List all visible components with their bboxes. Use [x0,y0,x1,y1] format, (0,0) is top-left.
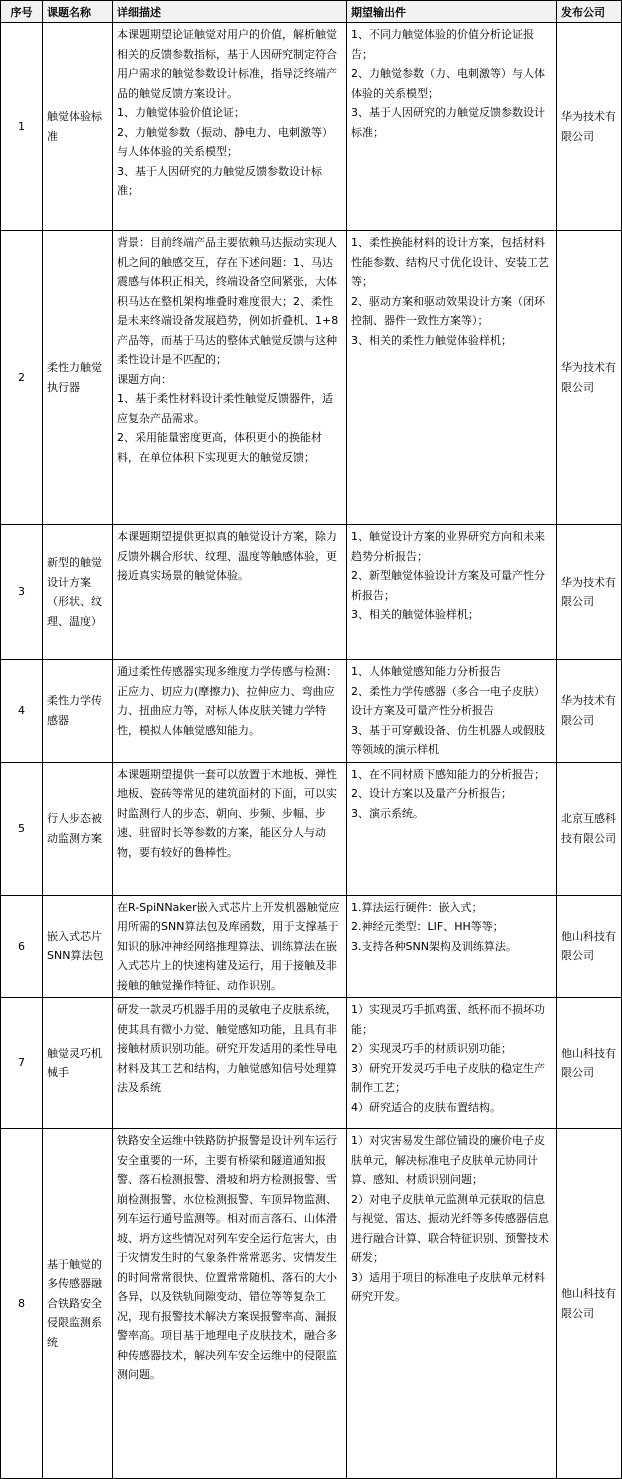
topic-name [43,660,113,763]
output-item: 2.神经元类型：LIF、HH等等； [351,920,504,933]
output-item: 1、在不同材质下感知能力的分析报告； [351,767,545,781]
description-paragraph: 3、基于人因研究的力触觉反馈参数设计标准； [117,164,322,197]
output-item: 3）研究开发灵巧手电子皮肤的稳定生产制作工艺； [351,1061,545,1094]
expected-output [347,23,557,231]
publisher [557,660,622,763]
output-item: 2、柔性力学传感器（多合一电子皮肤）设计方案及可量产性分析报告 [351,684,545,717]
table-row [1,525,622,660]
table-row [1,998,622,1129]
topic-description [113,525,347,660]
expected-output [347,231,557,525]
header-output: 期望输出件 [347,1,557,23]
row-number-text: 7 [18,1056,25,1070]
row-number-text: 8 [18,1296,25,1310]
topic-name [43,525,113,660]
publisher-text: 华为技术有限公司 [561,110,616,143]
publisher-text: 他山科技有限公司 [561,1046,616,1079]
row-number-text: 1 [18,119,25,133]
row-number [1,231,43,525]
table-row [1,231,622,525]
output-item: 3.支持各种SNN架构及训练算法。 [351,939,517,953]
topic-name-text: 触觉体验标准 [47,110,102,143]
topic-description [113,998,347,1129]
output-item: 2、设计方案以及量产分析报告； [351,787,512,800]
output-item: 1）实现灵巧手抓鸡蛋、纸杯而不损坏功能； [351,1003,545,1036]
output-item: 2、力触觉参数（力、电刺激等）与人体体验的关系模型； [351,67,545,100]
row-number [1,762,43,895]
table-row [1,762,622,895]
topic-name [43,895,113,998]
row-number [1,1129,43,1479]
description-paragraph: 通过柔性传感器实现多维度力学传感与检测：正应力、切应力(摩擦力)、拉伸应力、弯曲应力、扭曲应力等，对标人体皮肤关键力学特性，模拟人体触觉感知能力。 [117,665,337,737]
table-row [1,895,622,998]
description-paragraph: 1、基于柔性材料设计柔性触觉反馈器件，适应复杂产品需求。 [117,392,333,425]
topic-name-text: 触觉灵巧机械手 [47,1046,102,1079]
output-item: 2）实现灵巧手的材质识别功能； [351,1042,512,1055]
topic-name [43,762,113,895]
publisher [557,231,622,525]
row-number-text: 5 [18,821,25,835]
output-item: 3、基于可穿戴设备、仿生机器人或假肢等领域的演示样机 [351,723,545,756]
table-body [1,23,622,1479]
topic-name [43,23,113,231]
row-number [1,660,43,763]
topic-name [43,998,113,1129]
output-item: 1、不同力触觉体验的价值分析论证报告； [351,28,534,61]
description-paragraph: 课题方向： [117,372,172,386]
publisher [557,895,622,998]
topic-description [113,895,347,998]
row-number [1,23,43,231]
description-paragraph: 本课题期望提供一套可以放置于木地板、弹性地板、瓷砖等常见的建筑面材的下面，可以实时监测行人的步态、朝向、步频、步幅、步速、驻留时长等参数的方案，能区分人与动物，要有较好的鲁棒性。 [117,767,337,859]
table-row [1,1129,622,1479]
description-paragraph: 铁路安全运维中铁路防护报警是设计列车运行安全重要的一环，主要有桥梁和隧道通知报警、落石检测报警、滑坡和坍方检测报警、雪崩检测报警、水位检测报警、车顶异物监测、列车运行通号监测等。相对而言落石、山体滑坡、坍方这些情况对列车安全运行危害大，由于灾情发生时的气象条件常常恶劣、灾情发生的时间常常很快、位置常常随机、落石的大小各异，以及铁轨间隙变动、错位等等复杂工况，现有报警技术解决方案误报警率高、漏报警率高。项目基于地理电子皮肤技术，融合多种传感器技术，解决列车安全运维中的侵限监测问题。 [117,1134,337,1381]
output-item: 4）研究适合的皮肤布置结构。 [351,1100,501,1114]
description-paragraph: 2、力触觉参数（振动、静电力、电刺激等）与人体体验的关系模型； [117,125,333,158]
header-desc: 详细描述 [113,1,347,23]
output-item: 2）对电子皮肤单元监测单元获取的信息与视觉、雷达、振动光纤等多传感器信息进行融合计算、联合特征识别、预警技术研发； [351,1192,549,1264]
topic-description [113,660,347,763]
expected-output [347,660,557,763]
output-item: 3、相关的触觉体验样机； [351,608,479,621]
row-number [1,895,43,998]
publisher [557,998,622,1129]
row-number [1,525,43,660]
table-header-row [1,1,622,23]
row-number-text: 4 [18,704,25,717]
output-item: 1、柔性换能材料的设计方案，包括材料性能参数、结构尺寸优化设计、安装工艺等； [351,236,549,288]
expected-output [347,895,557,998]
row-number-text: 3 [18,585,25,599]
topic-name-text: 嵌入式芯片SNN算法包 [47,929,104,963]
output-item: 3、相关的柔性力触觉体验样机； [351,333,512,347]
description-paragraph: 本课题期望提供更拟真的触觉设计方案，除力反馈外耦合形状、纹理、温度等触感体验，更接近真实场景的触觉体验。 [117,530,337,582]
description-paragraph: 2、采用能量密度更高，体积更小的换能材料，在单位体积下实现更大的触觉反馈； [117,431,322,464]
header-no: 序号 [1,1,43,23]
topic-name-text: 柔性力学传感器 [47,694,102,727]
row-number-text: 6 [18,939,25,953]
topic-name [43,1129,113,1479]
header-publisher: 发布公司 [557,1,622,23]
topic-name [43,231,113,525]
expected-output [347,762,557,895]
topic-description [113,1129,347,1479]
output-item: 3、基于人因研究的力触觉反馈参数设计标准； [351,106,545,139]
topic-description [113,231,347,525]
publisher-text: 华为技术有限公司 [561,575,616,608]
topic-description [113,23,347,231]
topic-name-text: 行人步态被动监测方案 [47,812,102,845]
header-name: 课题名称 [43,1,113,23]
topic-name-text: 柔性力触觉执行器 [47,361,102,394]
output-item: 1.算法运行硬件：嵌入式； [351,900,483,914]
publisher-text: 北京互感科技有限公司 [561,812,616,845]
topic-description [113,762,347,895]
output-item: 1、人体触觉感知能力分析报告 [351,665,501,678]
expected-output [347,998,557,1129]
description-paragraph: 本课题期望论证触觉对用户的价值，解析触觉相关的反馈参数指标，基于人因研究制定符合用户需求的触觉参数设计标准，指导泛终端产品的触觉反馈方案设计。 [117,28,337,100]
publisher-text: 他山科技有限公司 [561,929,616,963]
output-item: 3）适用于项目的标准电子皮肤单元材料研究开发。 [351,1270,545,1303]
row-number-text: 2 [18,370,25,384]
output-item: 2、新型触觉体验设计方案及可量产性分析报告； [351,569,545,602]
publisher [557,525,622,660]
row-number [1,998,43,1129]
expected-output [347,525,557,660]
publisher-text: 华为技术有限公司 [561,694,616,727]
table-row [1,23,622,231]
output-item: 2、驱动方案和驱动效果设计方案（闭环控制、器件一致性方案等）； [351,294,545,327]
topic-name-text: 基于触觉的多传感器融合铁路安全侵限监测系统 [47,1257,102,1349]
expected-output [347,1129,557,1479]
description-paragraph: 研发一款灵巧机器手用的灵敏电子皮肤系统，使其具有微小力觉、触觉感知功能，且具有非接触材质识别功能。研究开发适用的柔性导电材料及其工艺和结构，力触觉感知信号处理算法及系统 [117,1003,337,1094]
output-item: 1）对灾害易发生部位铺设的廉价电子皮肤单元，解决标准电子皮肤单元协同计算、感知、材质识别问题； [351,1134,545,1186]
output-item: 1、触觉设计方案的业界研究方向和未来趋势分析报告； [351,530,545,563]
description-paragraph: 在R-SpiNNaker嵌入式芯片上开发机器触觉应用所需的SNN算法包及库函数，用于支撑基于知识的脉冲神经网络推理算法、训练算法在嵌入式芯片上的快速构建及运行，用于接触及非接触的触觉操作特征、动作识别。 [117,900,340,992]
publisher [557,23,622,231]
publisher-text: 他山科技有限公司 [561,1287,616,1320]
description-paragraph: 1、力触觉体验价值论证； [117,106,245,119]
output-item: 3、演示系统。 [351,806,424,820]
publisher [557,762,622,895]
publisher-text: 华为技术有限公司 [561,361,616,394]
table-row [1,660,622,763]
topic-name-text: 新型的触觉设计方案（形状、纹理、温度） [47,556,102,628]
description-paragraph: 背景：目前终端产品主要依赖马达振动实现人机之间的触感交互，存在下述问题：1、马达震感与体积正相关，终端设备空间紧张，大体积马达在整机架构堆叠时难度很大；2、柔性是未来终端设备发展趋势，例如折叠机、1+8产品等，而基于马达的整体式触觉反馈与这种柔性设计是不匹配的； [117,236,339,366]
publisher [557,1129,622,1479]
